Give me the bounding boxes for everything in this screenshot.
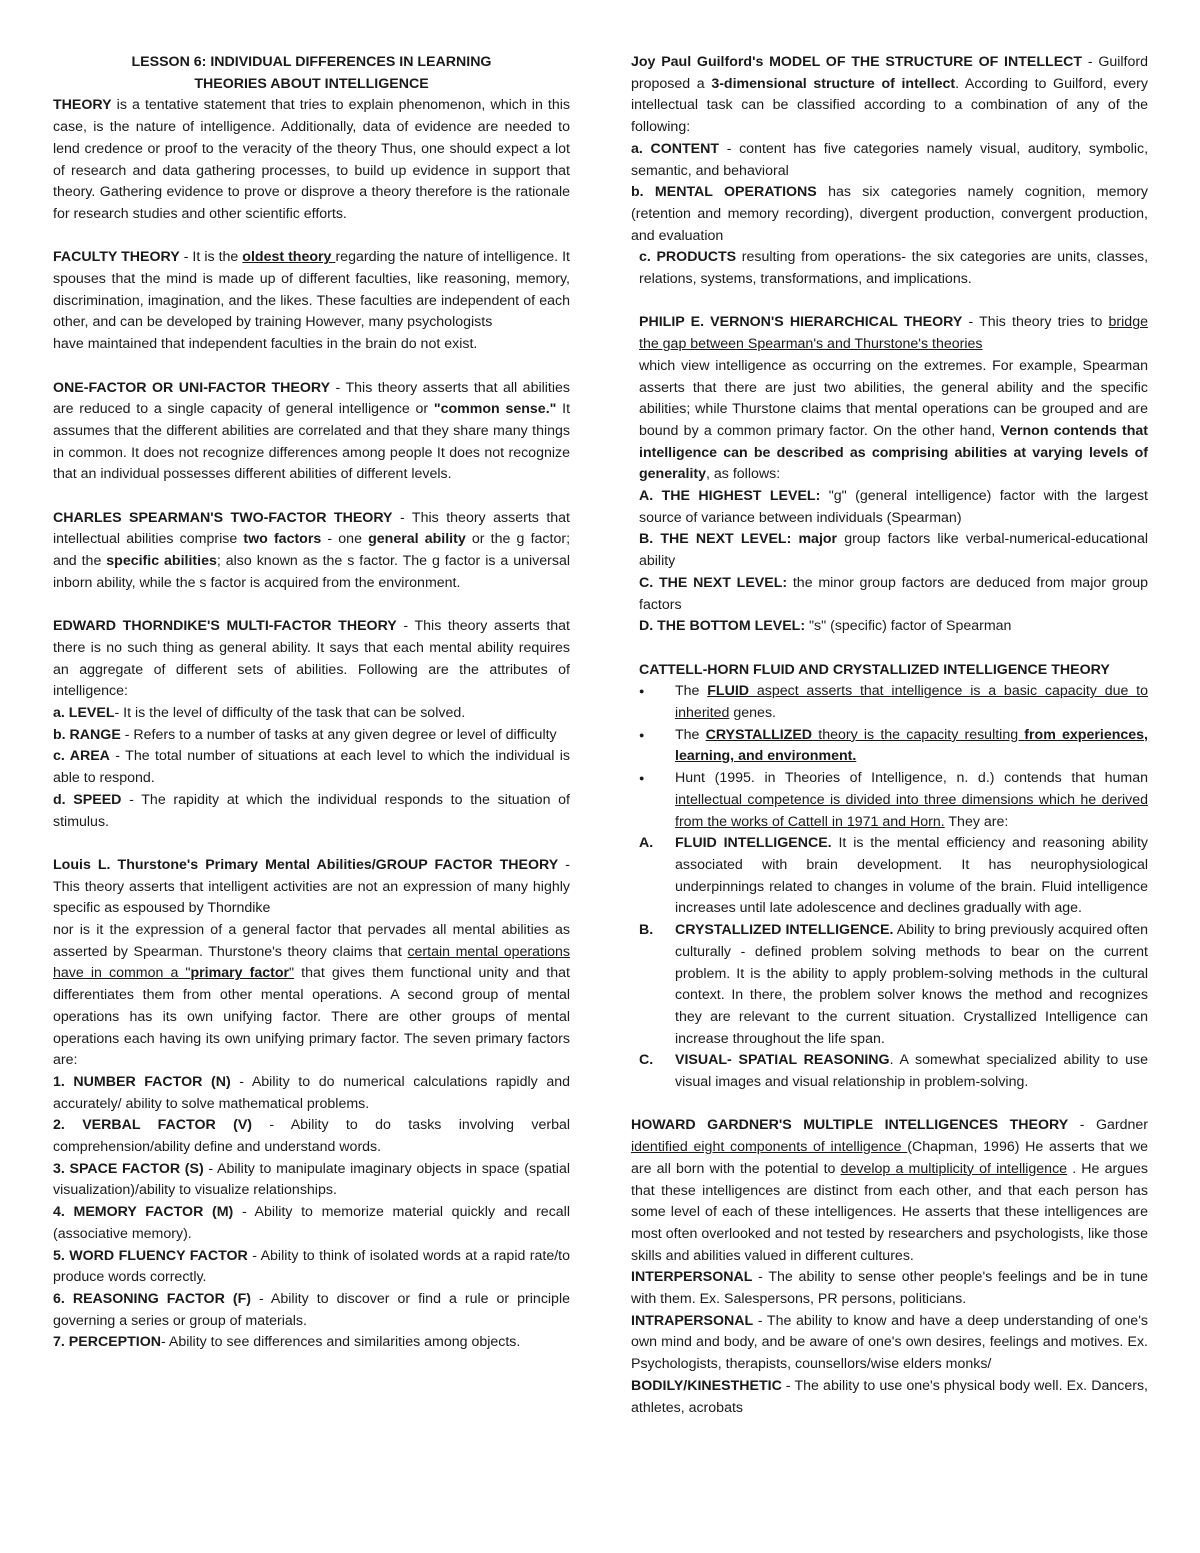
list-item-label: 6. REASONING FACTOR (F) — [53, 1291, 251, 1307]
spearman-text-1: - This theory asserts that intellectual abilities comprise — [53, 509, 570, 548]
list-item-label: A. THE HIGHEST LEVEL: — [639, 488, 821, 505]
vernon-paragraph — [639, 312, 1148, 355]
dimension-marker: B. — [639, 922, 654, 939]
list-item — [53, 1072, 570, 1115]
thurstone-paragraph — [53, 855, 570, 920]
guilford-bold: 3-dimensional structure of intellect — [711, 75, 956, 92]
guilford-heading: Joy Paul Guilford's MODEL OF THE STRUCTURE OF INTELLECT — [631, 54, 1083, 70]
spearman-paragraph — [53, 508, 570, 595]
primary-factor-term: primary factor — [190, 965, 290, 982]
bullet-item-fluid — [631, 681, 1148, 724]
spearman-bold-2: general ability — [368, 531, 466, 548]
thurstone-body-3: that gives them functional unity and that differentiates them from other mental operations. A second group of mental operations has its own unifying factor. There are other groups of mental operations each having its own unifying primary factor. The seven primary factors are: — [53, 965, 570, 1069]
faculty-paragraph — [53, 247, 570, 334]
gardner-text-2: (Chapman, 1996) He asserts that we are all born with the potential to — [631, 1139, 1148, 1177]
list-item — [53, 703, 570, 725]
fluid-term: FLUID — [707, 683, 750, 700]
list-item-label: b. MENTAL OPERATIONS — [631, 184, 817, 201]
list-item-label: C. THE NEXT LEVEL: — [639, 574, 788, 591]
list-item-text: - The total number of situations at each level to which the individual is able to respond. — [53, 748, 570, 787]
list-item-text: - Refers to a number of tasks at any given degree or level of difficulty — [120, 726, 557, 743]
vernon-text-2: which view intelligence as occurring on the extremes. For example, Spearman asserts that there are just two abilities, the general ability and the specific abilities; while Thurstone claims that mental operations can be grouped and are bound by a common primary factor. On the other hand, — [639, 357, 1148, 439]
list-item-label: 5. WORD FLUENCY FACTOR — [53, 1247, 248, 1264]
guilford-text-2: . According to Guilford, every intellectual task can be classified according to a combination of any of the following: — [631, 75, 1148, 136]
list-item — [53, 1289, 570, 1332]
thurstone-heading: Louis L. Thurstone's Primary Mental Abilities/GROUP FACTOR THEORY — [53, 856, 559, 873]
list-item — [639, 486, 1148, 529]
dimension-text: It is the mental efficiency and reasoning ability associated with brain development. It has neurophysiological underpinnings related to changes in volume of the brain. Fluid intelligence increases until late adolescence and declines gradually with age. — [675, 835, 1148, 917]
list-item-text: - Ability to think of isolated words at a rapid rate/to produce words correctly. — [53, 1247, 570, 1286]
vernon-heading: PHILIP E. VERNON'S HIERARCHICAL THEORY — [639, 314, 963, 331]
list-item-label: 1. NUMBER FACTOR (N) — [53, 1073, 231, 1090]
list-item — [53, 1202, 570, 1245]
list-item-text: "s" (specific) factor of Spearman — [805, 618, 1012, 635]
gardner-underlined-2: develop a multiplicity of intelligence — [840, 1160, 1068, 1177]
list-item — [53, 1115, 570, 1158]
list-item-label: b. RANGE — [53, 726, 121, 743]
spearman-text-3: or the g factor; and the — [53, 531, 571, 570]
gardner-text-3: . He argues that these intelligences are distinct from each other, and that each person has some level of each of these intelligences. He asserts that these intelligences are most often overlooked and not tested by researchers and psychologists, like those skills and abilities valued in different cultures. — [631, 1160, 1148, 1264]
theory-heading: THEORY — [53, 97, 112, 114]
dimension-item — [631, 1050, 1148, 1093]
list-item-text: resulting from operations- the six categories are units, classes, relations, systems, transformations, and implications. — [639, 249, 1149, 288]
list-item-text: group factors like verbal-numerical-educational ability — [639, 531, 1148, 570]
onefactor-heading: ONE-FACTOR OR UNI-FACTOR THEORY — [53, 379, 331, 396]
list-item-text: - Ability to discover or find a rule or principle governing a series or group of materials. — [53, 1291, 570, 1329]
onefactor-paragraph — [53, 378, 570, 487]
spearman-heading: CHARLES SPEARMAN'S TWO-FACTOR THEORY — [53, 509, 393, 526]
list-item-label: d. SPEED — [53, 791, 122, 808]
faculty-heading: FACULTY THEORY — [53, 249, 180, 266]
list-item-text: - Ability to manipulate imaginary objects in space (spatial visualization)/ability to visualize relationships. — [53, 1160, 570, 1199]
list-item — [53, 1159, 570, 1202]
list-item — [639, 616, 1148, 638]
dimension-text: Ability to bring previously acquired often culturally - defined problem solving methods to bear on the current problem. It is the ability to apply problem-solving methods in the cultural context. In there, the problem solver knows the method and recognizes they are relevant to the current situation. Crystallized Intelligence can increase throughout the life span. — [675, 922, 1148, 1047]
gardner-text-1: - Gardner — [1068, 1117, 1149, 1134]
list-item-label: 7. PERCEPTION — [53, 1334, 162, 1351]
list-item-text: has six categories namely cognition, memory (retention and memory recording), divergent production, convergent production, and evaluation — [631, 184, 1148, 244]
faculty-body: regarding the nature of intelligence. It spouses that the mind is made up of different faculties, like reasoning, memory, discrimination, imagination, and the likes. These faculties are independent of each other, and can be developed by training However, many psychologists — [53, 249, 570, 331]
list-item-label: INTERPERSONAL — [631, 1269, 753, 1286]
spearman-bold-3: specific abilities — [106, 553, 217, 570]
bullet-underlined: aspect asserts that intelligence is a basic capacity due to inherited — [675, 683, 1148, 722]
list-item — [53, 1246, 570, 1289]
vernon-paragraph-2 — [639, 356, 1148, 486]
list-item-label: c. AREA — [53, 748, 110, 765]
vernon-underlined: bridge the gap between Spearman's and Thurstone's theories — [639, 314, 1148, 353]
list-item-text: the minor group factors are deduced from major group factors — [639, 574, 1149, 613]
right-column — [631, 52, 1148, 1419]
bullet-text: Hunt (1995. in Theories of Intelligence, n. d.) contends that human — [675, 770, 1148, 787]
thurstone-underlined: certain mental operations have in common a " — [53, 943, 570, 982]
list-item-label: 2. VERBAL FACTOR (V) — [53, 1117, 253, 1134]
vernon-section — [631, 312, 1148, 681]
vernon-text-3: , as follows: — [706, 466, 781, 483]
list-item-text: "g" (general intelligence) factor with the largest source of variance between individuals (Spearman) — [639, 488, 1148, 526]
dimension-item — [631, 920, 1148, 1050]
list-item-label: BODILY/KINESTHETIC — [631, 1377, 782, 1394]
faculty-body-2: have maintained that independent faculties in the brain do not exist. — [53, 336, 478, 353]
thurstone-body: - This theory asserts that intelligent activities are not an expression of many highly specific as espoused by Thorndike — [53, 856, 570, 917]
vernon-bold: Vernon contends that intelligence can be described as comprising abilities at varying levels of generality — [639, 422, 1148, 483]
bullet-text: The — [675, 726, 706, 743]
list-item — [631, 1376, 1148, 1419]
gardner-paragraph — [631, 1115, 1148, 1267]
list-item — [53, 1332, 570, 1354]
thorndike-heading: EDWARD THORNDIKE'S MULTI-FACTOR THEORY — [53, 618, 397, 635]
list-item — [639, 529, 1148, 572]
spearman-bold-1: two factors — [243, 531, 322, 548]
thorndike-paragraph — [53, 616, 570, 703]
list-item-label: 3. SPACE FACTOR (S) — [53, 1160, 204, 1177]
spearman-text-4: ; also known as the s factor. The g factor is a universal inborn ability, while the s factor is acquired from the environment. — [53, 553, 570, 591]
dimension-label: VISUAL- SPATIAL REASONING — [675, 1052, 890, 1069]
spearman-text-2: - one — [321, 531, 369, 548]
list-item — [631, 1267, 1148, 1310]
list-item-text: - Ability to do tasks involving verbal comprehension/ability define and understand words. — [53, 1117, 570, 1156]
crystallized-term: CRYSTALLIZED — [705, 726, 813, 743]
list-item-text: - Ability to see differences and similarities among objects. — [161, 1334, 521, 1351]
theory-body: is a tentative statement that tries to explain phenomenon, which in this case, is the nature of intelligence. Additionally, data of evidence are needed to lend credence or proof to the veracity of the theory Thus, one should expect a lot of research and data gathering processes, to build up evidence in support that theory. Gathering evidence to prove or disprove a theory therefore is the rationale for research studies and other scientific efforts. — [53, 97, 570, 222]
list-item — [639, 573, 1148, 616]
cattell-heading: CATTELL-HORN FLUID AND CRYSTALLIZED INTELLIGENCE THEORY — [639, 661, 1110, 678]
list-item — [631, 1311, 1148, 1376]
dimension-marker: C. — [639, 1052, 654, 1069]
list-item-label: 4. MEMORY FACTOR (M) — [53, 1204, 234, 1221]
thurstone-underlined-quote: " — [289, 965, 295, 982]
bullet-underlined: intellectual competence is divided into three dimensions which he derived from the works of Cattell in 1971 and Horn. — [675, 791, 1148, 830]
guilford-paragraph — [631, 52, 1148, 139]
list-item-text: - Ability to memorize material quickly and recall (associative memory). — [53, 1204, 570, 1242]
list-item-text: - It is the level of difficulty of the task that can be solved. — [114, 705, 466, 722]
thurstone-body-2: nor is it the expression of a general factor that pervades all mental abilities as asserted by Spearman. Thurstone's theory claims that — [53, 922, 570, 960]
list-item-text: - The rapidity at which the individual responds to the situation of stimulus. — [53, 791, 570, 830]
onefactor-body: - This theory asserts that all abilities are reduced to a single capacity of general intelligence or — [53, 379, 570, 418]
guilford-text-1: - Guilford proposed a — [631, 54, 1148, 92]
thurstone-paragraph-2 — [53, 920, 570, 1072]
onefactor-body-2: It assumes that the different abilities are correlated and that they share many things in common. It does not recognize differences among people It does not recognize that an individual possesses different abilities of different levels. — [53, 401, 571, 483]
list-item-text: - content has five categories namely visual, auditory, symbolic, semantic, and behavioral — [631, 140, 1149, 179]
thorndike-body: - This theory asserts that there is no such thing as general ability. It says that each mental ability requires an aggregate of different sets of abilities. Following are the attributes of intelligence: — [53, 618, 571, 700]
list-item-label: INTRAPERSONAL — [631, 1312, 754, 1329]
list-item-label: B. THE NEXT LEVEL: major — [639, 531, 838, 548]
lesson-title: LESSON 6: INDIVIDUAL DIFFERENCES IN LEARNING — [131, 54, 492, 70]
faculty-pre: - It is the — [179, 249, 243, 266]
list-item-text: - The ability to use one's physical body well. Ex. Dancers, athletes, acrobats — [631, 1377, 1148, 1416]
common-sense-term: "common sense." — [433, 401, 557, 418]
dimension-text: . A somewhat specialized ability to use visual images and visual relationship in problem-solving. — [675, 1052, 1148, 1091]
bullet-underlined-bold: from experiences, learning, and environment. — [675, 726, 1148, 765]
faculty-underlined: oldest theory — [242, 249, 336, 266]
bullet-underlined: theory is the capacity resulting — [812, 726, 1025, 743]
theory-paragraph — [53, 95, 570, 225]
bullet-item-crystallized — [631, 725, 1148, 768]
dimension-item — [631, 833, 1148, 920]
bullet-text-end: They are: — [944, 813, 1009, 830]
list-item — [631, 182, 1148, 247]
gardner-underlined-1: identified eight components of intelligence — [631, 1139, 908, 1156]
dimension-label: CRYSTALLIZED INTELLIGENCE. — [675, 922, 894, 939]
list-item-label: D. THE BOTTOM LEVEL: — [639, 618, 806, 635]
gardner-heading: HOWARD GARDNER'S MULTIPLE INTELLIGENCES THEORY — [631, 1117, 1069, 1134]
list-item-text: - The ability to sense other people's feelings and be in tune with them. Ex. Salespersons, PR persons, politicians. — [631, 1269, 1148, 1308]
list-item-text: - Ability to do numerical calculations rapidly and accurately/ ability to solve mathematical problems. — [53, 1073, 570, 1112]
list-item-text: - The ability to know and have a deep understanding of one's own mind and body, and be aware of one's own desires, feelings and motives. Ex. Psychologists, therapists, counsellors/wise elders monks/ — [631, 1312, 1148, 1373]
list-item-label: c. PRODUCTS — [639, 249, 737, 266]
bullet-item-hunt — [631, 768, 1148, 833]
list-item-label: a. LEVEL — [53, 705, 115, 722]
dimension-marker: A. — [639, 835, 654, 852]
bullet-text-end: genes. — [729, 705, 776, 722]
list-item — [53, 790, 570, 833]
list-item — [631, 247, 1148, 290]
dimension-label: FLUID INTELLIGENCE. — [675, 835, 832, 852]
list-item — [631, 139, 1148, 182]
section-title: THEORIES ABOUT INTELLIGENCE — [194, 75, 429, 92]
bullet-text: The — [675, 683, 708, 700]
list-item — [53, 746, 570, 789]
left-column — [53, 52, 570, 1354]
list-item — [53, 725, 570, 747]
vernon-text-1: - This theory tries to — [962, 314, 1109, 331]
list-item-label: a. CONTENT — [631, 140, 720, 157]
